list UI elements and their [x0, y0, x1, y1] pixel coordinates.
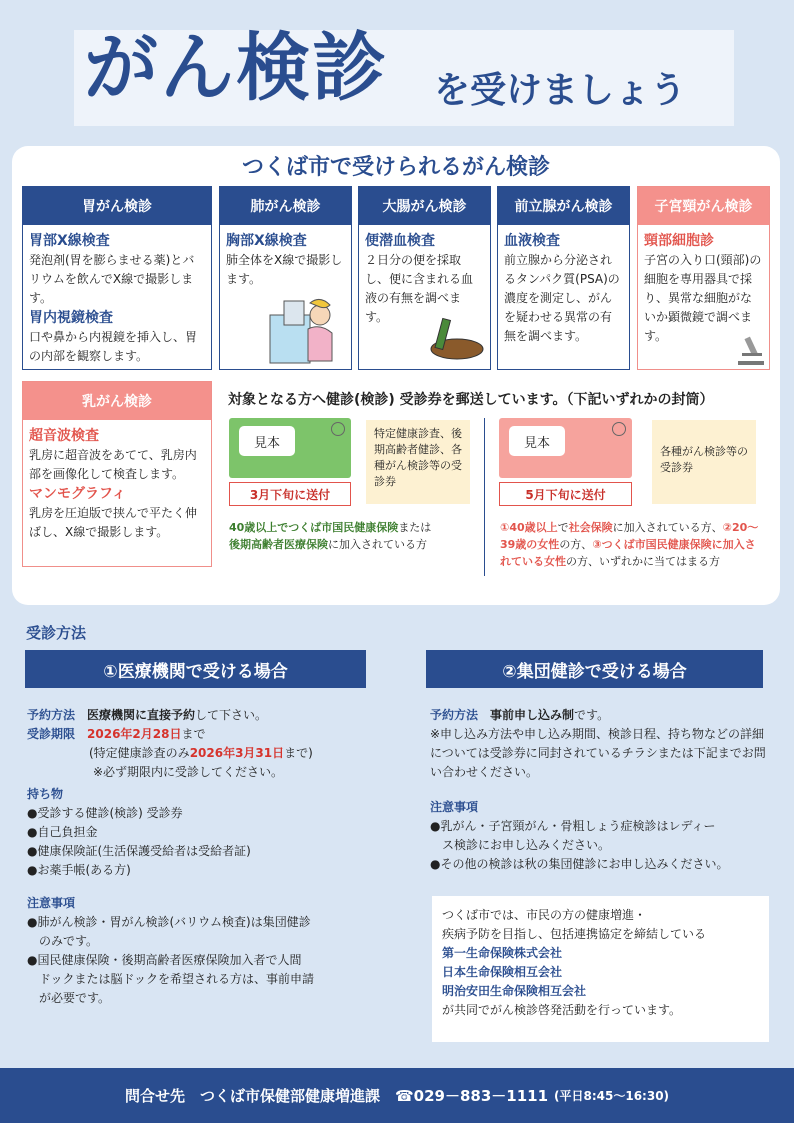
- panel-title: つくば市で受けられるがん検診: [241, 155, 550, 180]
- card-text: 子宮の入り口(頸部)の細胞を専用器具で採り、異常な細胞がないか顕微鏡で調べます。: [644, 253, 762, 343]
- stamp-icon: [612, 422, 626, 436]
- card-stomach: [22, 186, 212, 370]
- card-head: 前立腺がん検診: [498, 187, 629, 225]
- card-head: 肺がん検診: [220, 187, 351, 225]
- item-list-item: ●お薬手帳(ある方): [27, 863, 131, 877]
- card-sub: 超音波検査: [29, 428, 99, 444]
- xray-person-icon: [266, 295, 346, 367]
- company-name: 日本生命保険相互会社: [442, 965, 563, 979]
- card-breast: [22, 381, 212, 567]
- card-text: 前立腺から分泌されるタンパク質(PSA)の濃度を測定し、がんを疑わせる異常の有無を調べます。: [504, 253, 620, 343]
- card-sub: 胃内視鏡検査: [29, 310, 113, 326]
- band-group: ②集団健診で受ける場合: [426, 650, 763, 688]
- item-list-item: ●健康保険証(生活保護受給者は受給者証): [27, 844, 251, 858]
- group-details: 予約方法 事前申し込み制です。 ※申し込み方法や申し込み期間、検診日程、持ち物などの詳細については受診券に同封されているチラシまたは下記までお問い合わせください。 注意事項 ●乳がん・子宮頸がん・骨粗しょう症検診はレディー ス検診にお申し込みください。 ●その他の検診は秋の集団健診にお申し込みください。: [430, 708, 766, 871]
- send-date: 5月下旬に送付: [499, 482, 632, 506]
- card-sub: マンモグラフィ: [29, 486, 126, 502]
- card-colon: [358, 186, 491, 370]
- item-list-item: ●自己負担金: [27, 825, 98, 839]
- card-lung: [219, 186, 352, 370]
- medical-details: 予約方法 医療機関に直接予約して下さい。 受診期限 2026年2月28日まで (特定健康診査のみ2026年3月31日まで) ※必ず期限内に受診してください。 持ち物 ●受診する健診(検診) 受診券 ●自己負担金 ●健康保険証(生活保護受給者は受給者証) ●お薬手帳(ある方) 注意事項 ●肺がん検診・胃がん検診(バリウム検査)は集団健診 のみです。 ●国民健康保険・後期高齢者医療保険加入者で人間 ドックまたは脳ドックを希望される方は、事前申請 が必要です。: [27, 706, 387, 1008]
- contact-hours: (平日8:45～16:30): [554, 1089, 670, 1103]
- stamp-icon: [331, 422, 345, 436]
- card-cervical: [637, 186, 770, 370]
- card-text: 乳房を圧迫版で挟んで平たく伸ばし、X線で撮影します。: [29, 506, 198, 539]
- envelope-note: 特定健康診査、後期高齢者健診、各種がん検診等の受診券: [366, 420, 470, 504]
- card-head: 乳がん検診: [23, 382, 211, 420]
- target-condition: 40歳以上でつくば市国民健康保険または 後期高齢者医療保険に加入されている方: [229, 521, 432, 551]
- page-subtitle: を受けましょう: [434, 70, 687, 111]
- stool-sample-icon: [425, 317, 485, 361]
- partner-box: つくば市では、市民の方の健康増進・ 疾病予防を目指し、包括連携協定を締結している 第一生命保険株式会社 日本生命保険相互会社 明治安田生命保険相互会社 が共同でがん検診啓発活動を行っています。: [432, 896, 769, 1042]
- card-head: 大腸がん検診: [359, 187, 490, 225]
- sample-label: 見本: [239, 426, 295, 456]
- divider: [484, 418, 485, 576]
- card-text: ２日分の便を採取し、便に含まれる血液の有無を調べます。: [365, 253, 474, 324]
- sample-label: 見本: [509, 426, 565, 456]
- card-prostate: [497, 186, 630, 370]
- target-condition: ①40歳以上で社会保険に加入されている方、②20～39歳の女性の方、③つくば市国民健康保険に加入されている女性の方、いずれかに当てはまる方: [500, 521, 759, 568]
- card-text: 乳房に超音波をあてて、乳房内部を画像化して検査します。: [29, 448, 197, 481]
- card-sub: 胸部X線検査: [226, 233, 307, 249]
- item-list-item: ●受診する健診(検診) 受診券: [27, 806, 183, 820]
- envelope-pink: [499, 418, 632, 478]
- card-text: 発泡剤(胃を膨らませる薬)とバリウムを飲んでX線で撮影します。: [29, 253, 195, 305]
- card-head: 子宮頸がん検診: [638, 187, 769, 225]
- send-date: 3月下旬に送付: [229, 482, 351, 506]
- card-sub: 血液検査: [504, 233, 560, 249]
- howto-title: 受診方法: [26, 624, 87, 642]
- company-name: 明治安田生命保険相互会社: [442, 984, 587, 998]
- card-text: 口や鼻から内視鏡を挿入し、胃の内部を観察します。: [29, 330, 198, 363]
- card-sub: 胃部X線検査: [29, 233, 110, 249]
- card-sub: 便潜血検査: [365, 233, 435, 249]
- card-text: 肺全体をX線で撮影します。: [226, 253, 343, 286]
- company-name: 第一生命保険株式会社: [442, 946, 563, 960]
- card-head: 胃がん検診: [23, 187, 211, 225]
- envelope-note: 各種がん検診等の受診券: [652, 420, 756, 504]
- contact-info: 問合せ先 つくば市保健部健康増進課 ☎029－883－1111: [124, 1087, 549, 1105]
- contact-footer: [0, 1068, 794, 1123]
- page-title: がん検診: [84, 25, 388, 111]
- mailing-title: 対象となる方へ健診(検診) 受診券を郵送しています。（下記いずれかの封筒）: [228, 392, 714, 408]
- envelope-green: [229, 418, 351, 478]
- card-sub: 頸部細胞診: [644, 233, 714, 249]
- band-medical: ①医療機関で受ける場合: [25, 650, 366, 688]
- microscope-icon: [734, 333, 768, 367]
